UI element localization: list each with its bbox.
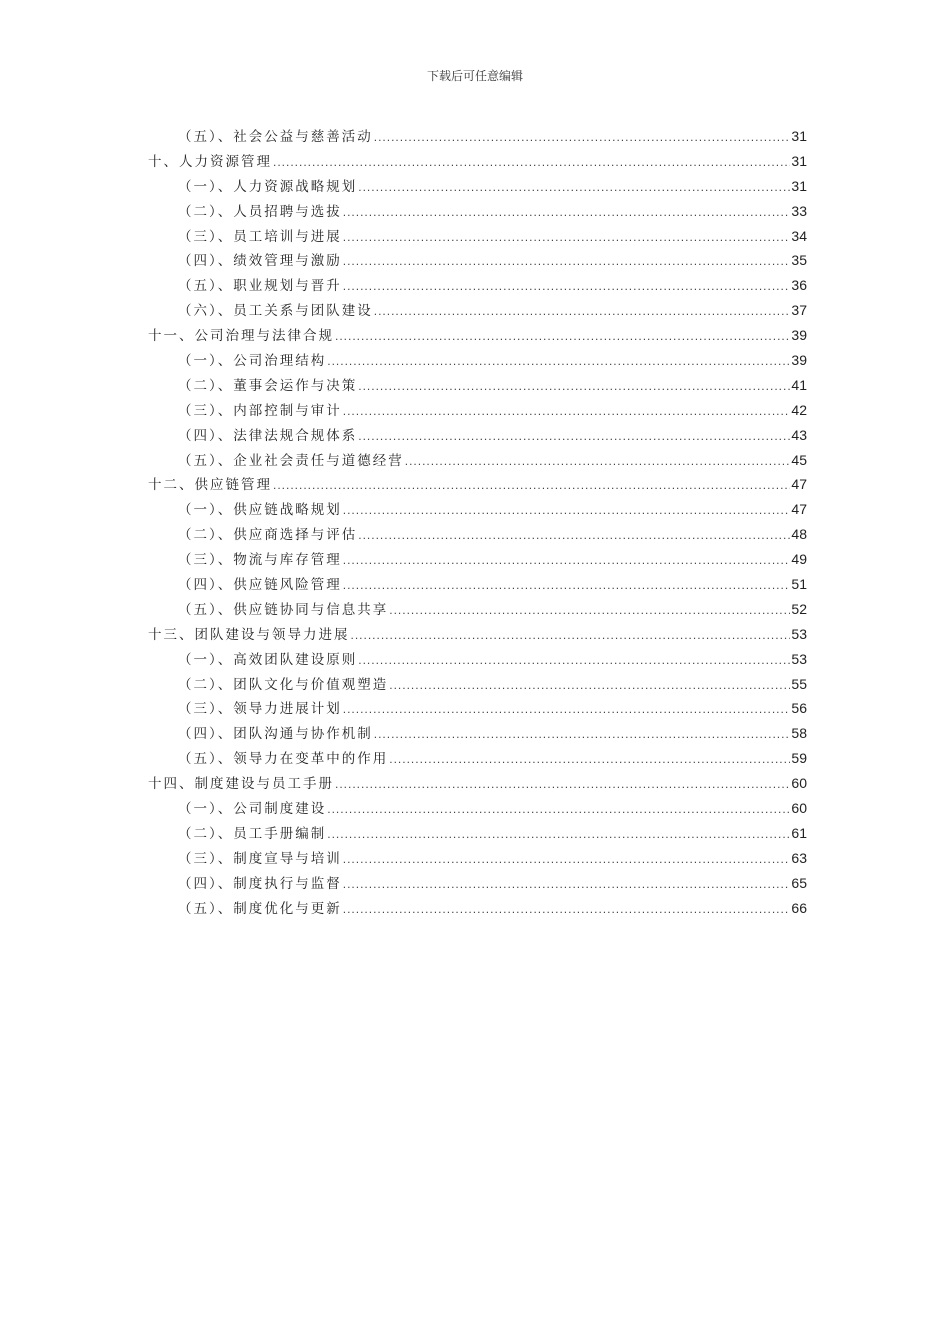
toc-page-number: 36 (791, 277, 807, 294)
toc-section-entry[interactable] (148, 449, 807, 474)
toc-page-number: 60 (791, 775, 807, 792)
toc-entry-label: （五）、制度优化与更新 (178, 900, 342, 917)
toc-entry-label: 十二、供应链管理 (148, 477, 272, 494)
toc-section-entry[interactable] (148, 225, 807, 250)
toc-page-number: 33 (791, 202, 807, 219)
toc-entry-label: 十三、团队建设与领导力进展 (148, 626, 350, 643)
toc-dot-leader (343, 279, 791, 293)
toc-dot-leader (343, 852, 791, 866)
toc-section-entry[interactable] (148, 523, 807, 548)
toc-dot-leader (358, 180, 790, 194)
toc-section-entry[interactable] (148, 747, 807, 772)
toc-section-entry[interactable] (148, 299, 807, 324)
toc-entry-label: （一）、公司治理结构 (178, 353, 327, 370)
toc-entry-label: （四）、法律法规合规体系 (178, 427, 358, 444)
toc-dot-leader (343, 578, 791, 592)
toc-chapter-entry[interactable] (148, 623, 807, 648)
toc-dot-leader (358, 653, 790, 667)
toc-page-number: 60 (791, 800, 807, 817)
toc-section-entry[interactable] (148, 598, 807, 623)
toc-entry-label: （二）、人员招聘与选拔 (178, 203, 342, 220)
toc-entry-label: （五）、领导力在变革中的作用 (178, 751, 389, 768)
toc-page-number: 51 (791, 576, 807, 593)
toc-page-number: 66 (791, 899, 807, 916)
toc-dot-leader (374, 727, 791, 741)
toc-entry-label: （二）、董事会运作与决策 (178, 377, 358, 394)
toc-section-entry[interactable] (148, 200, 807, 225)
toc-entry-label: （四）、供应链风险管理 (178, 577, 342, 594)
toc-page-number: 65 (791, 874, 807, 891)
toc-entry-label: （三）、内部控制与审计 (178, 402, 342, 419)
toc-dot-leader (343, 702, 791, 716)
toc-page-number: 47 (791, 476, 807, 493)
toc-entry-label: （六）、员工关系与团队建设 (178, 303, 373, 320)
toc-entry-label: （五）、职业规划与晋升 (178, 278, 342, 295)
toc-page-number: 42 (791, 401, 807, 418)
toc-entry-label: （五）、企业社会责任与道德经营 (178, 452, 404, 469)
toc-dot-leader (335, 777, 790, 791)
toc-entry-label: （三）、员工培训与进展 (178, 228, 342, 245)
toc-section-entry[interactable] (148, 125, 807, 150)
toc-section-entry[interactable] (148, 249, 807, 274)
toc-section-entry[interactable] (148, 424, 807, 449)
toc-section-entry[interactable] (148, 797, 807, 822)
page-header: 下载后可任意编辑 (426, 69, 523, 83)
toc-dot-leader (358, 429, 790, 443)
toc-section-entry[interactable] (148, 673, 807, 698)
toc-entry-label: （一）、公司制度建设 (178, 801, 327, 818)
toc-page-number: 39 (791, 352, 807, 369)
toc-section-entry[interactable] (148, 374, 807, 399)
toc-page-number: 37 (791, 302, 807, 319)
toc-dot-leader (405, 454, 791, 468)
toc-page-number: 53 (791, 650, 807, 667)
toc-entry-label: （三）、物流与库存管理 (178, 552, 342, 569)
toc-entry-label: （一）、高效团队建设原则 (178, 651, 358, 668)
toc-entry-label: （三）、领导力进展计划 (178, 701, 342, 718)
toc-page-number: 55 (791, 675, 807, 692)
toc-page-number: 43 (791, 426, 807, 443)
toc-dot-leader (327, 354, 790, 368)
toc-dot-leader (327, 827, 790, 841)
toc-dot-leader (374, 130, 791, 144)
toc-entry-label: （四）、绩效管理与激励 (178, 253, 342, 270)
toc-entry-label: 十四、制度建设与员工手册 (148, 776, 334, 793)
toc-chapter-entry[interactable] (148, 772, 807, 797)
toc-entry-label: 十、人力资源管理 (148, 153, 272, 170)
toc-entry-label: （三）、制度宣导与培训 (178, 850, 342, 867)
toc-section-entry[interactable] (148, 697, 807, 722)
toc-page-number: 48 (791, 526, 807, 543)
toc-section-entry[interactable] (148, 897, 807, 922)
toc-dot-leader (343, 404, 791, 418)
table-of-contents (148, 125, 807, 922)
toc-dot-leader (327, 802, 790, 816)
toc-section-entry[interactable] (148, 399, 807, 424)
toc-dot-leader (389, 752, 790, 766)
toc-dot-leader (358, 528, 790, 542)
toc-dot-leader (343, 205, 791, 219)
toc-section-entry[interactable] (148, 872, 807, 897)
toc-dot-leader (389, 603, 790, 617)
toc-page-number: 63 (791, 849, 807, 866)
toc-dot-leader (273, 155, 790, 169)
toc-dot-leader (374, 304, 791, 318)
toc-page-number: 47 (791, 501, 807, 518)
toc-dot-leader (343, 553, 791, 567)
toc-entry-label: （二）、团队文化与价值观塑造 (178, 676, 389, 693)
toc-section-entry[interactable] (148, 822, 807, 847)
toc-page-number: 61 (791, 824, 807, 841)
toc-entry-label: （二）、供应商选择与评估 (178, 527, 358, 544)
toc-page-number: 31 (791, 177, 807, 194)
toc-section-entry[interactable] (148, 847, 807, 872)
toc-dot-leader (389, 678, 790, 692)
toc-chapter-entry[interactable] (148, 473, 807, 498)
toc-section-entry[interactable] (148, 573, 807, 598)
toc-page-number: 31 (791, 152, 807, 169)
toc-chapter-entry[interactable] (148, 150, 807, 175)
toc-page-number: 52 (791, 600, 807, 617)
toc-section-entry[interactable] (148, 722, 807, 747)
toc-dot-leader (343, 503, 791, 517)
toc-section-entry[interactable] (148, 498, 807, 523)
toc-section-entry[interactable] (148, 548, 807, 573)
toc-page-number: 49 (791, 551, 807, 568)
toc-section-entry[interactable] (148, 175, 807, 200)
toc-section-entry[interactable] (148, 349, 807, 374)
toc-section-entry[interactable] (148, 648, 807, 673)
toc-dot-leader (343, 230, 791, 244)
toc-entry-label: （一）、供应链战略规划 (178, 502, 342, 519)
toc-page-number: 58 (791, 725, 807, 742)
toc-page-number: 53 (791, 625, 807, 642)
toc-entry-label: 十一、公司治理与法律合规 (148, 328, 334, 345)
toc-page-number: 41 (791, 376, 807, 393)
toc-section-entry[interactable] (148, 274, 807, 299)
toc-dot-leader (335, 329, 790, 343)
toc-dot-leader (343, 254, 791, 268)
toc-page-number: 59 (791, 750, 807, 767)
toc-entry-label: （四）、团队沟通与协作机制 (178, 726, 373, 743)
toc-dot-leader (351, 628, 791, 642)
toc-dot-leader (358, 379, 790, 393)
toc-entry-label: （五）、社会公益与慈善活动 (178, 129, 373, 145)
toc-chapter-entry[interactable] (148, 324, 807, 349)
toc-entry-label: （二）、员工手册编制 (178, 825, 327, 842)
toc-dot-leader (343, 877, 791, 891)
toc-dot-leader (273, 478, 790, 492)
toc-page-number: 39 (791, 327, 807, 344)
toc-page-number: 31 (791, 128, 807, 144)
toc-page-number: 35 (791, 252, 807, 269)
toc-page-number: 34 (791, 227, 807, 244)
toc-dot-leader (343, 902, 791, 916)
toc-entry-label: （一）、人力资源战略规划 (178, 178, 358, 195)
toc-page-number: 56 (791, 700, 807, 717)
toc-entry-label: （五）、供应链协同与信息共享 (178, 601, 389, 618)
toc-entry-label: （四）、制度执行与监督 (178, 875, 342, 892)
toc-page-number: 45 (791, 451, 807, 468)
